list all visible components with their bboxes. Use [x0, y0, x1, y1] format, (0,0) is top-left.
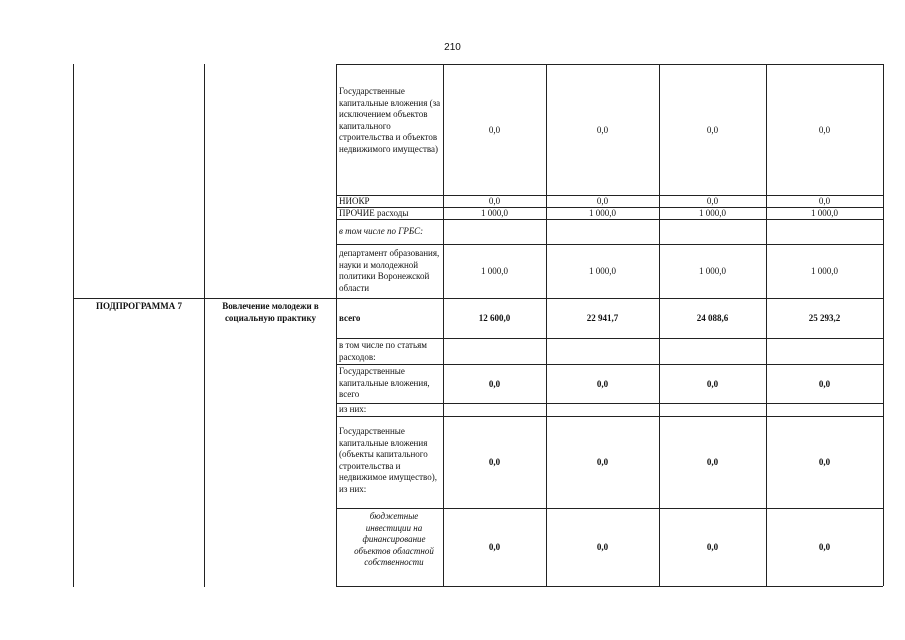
program-code: ПОДПРОГРАММА 7	[95, 301, 182, 311]
row-value: 0,0	[818, 124, 831, 135]
row-value: 0,0	[488, 457, 501, 467]
row-label: Государственные капитальные вложения, всего	[339, 366, 430, 399]
row-value: 1 000,0	[589, 208, 616, 218]
row-value: 1 000,0	[699, 266, 726, 276]
row-value: 0,0	[706, 457, 719, 467]
row-label: бюджетные инвестиции на финансирование объектов областной собственности	[354, 511, 434, 567]
row-value: 0,0	[488, 124, 501, 135]
table-border	[336, 586, 883, 587]
row-value: 0,0	[596, 196, 609, 206]
row-value: 1 000,0	[811, 266, 838, 276]
row-label: из них:	[339, 404, 367, 414]
row-label: в том числе по ГРБС:	[339, 226, 424, 236]
row-value: 12 600,0	[478, 313, 511, 323]
row-value: 1 000,0	[481, 208, 508, 218]
row-label: всего	[339, 313, 361, 323]
row-label: Государственные капитальные вложения (объекты капитального строительства и недвижимое имущество), из них:	[339, 426, 437, 494]
row-value: 25 293,2	[808, 313, 841, 323]
row-label: в том числе по статьям расходов:	[339, 340, 427, 362]
row-value: 0,0	[596, 542, 609, 552]
row-value: 0,0	[488, 542, 501, 552]
row-value: 0,0	[706, 542, 719, 552]
row-value: 1 000,0	[481, 266, 508, 276]
row-value: 0,0	[488, 378, 501, 389]
row-value: 0,0	[818, 378, 831, 389]
row-label: департамент образования, науки и молодежной политики Воронежской области	[339, 248, 440, 293]
row-value: 0,0	[596, 124, 609, 135]
row-label: ПРОЧИЕ расходы	[339, 208, 409, 218]
table-border	[204, 64, 205, 587]
row-value: 0,0	[818, 542, 831, 552]
row-value: 0,0	[818, 457, 831, 467]
row-value: 24 088,6	[696, 313, 729, 323]
table-border	[336, 338, 883, 339]
table-border	[73, 64, 74, 587]
row-value: 0,0	[818, 196, 831, 206]
page-number: 210	[444, 42, 461, 53]
row-value: 22 941,7	[586, 313, 619, 323]
row-value: 0,0	[596, 378, 609, 389]
row-value: 0,0	[596, 457, 609, 467]
row-value: 0,0	[706, 378, 719, 389]
row-value: 1 000,0	[589, 266, 616, 276]
table-border	[883, 64, 884, 586]
row-value: 1 000,0	[811, 208, 838, 218]
row-label: Государственные капитальные вложения (за исключением объектов капитального строительства и объектов недвижимого имущества)	[339, 86, 441, 154]
row-value: 1 000,0	[699, 208, 726, 218]
row-value: 0,0	[488, 196, 501, 206]
row-label: НИОКР	[339, 196, 370, 206]
program-name: Вовлечение молодежи в социальную практику	[222, 301, 319, 323]
row-value: 0,0	[706, 196, 719, 206]
row-value: 0,0	[706, 124, 719, 135]
